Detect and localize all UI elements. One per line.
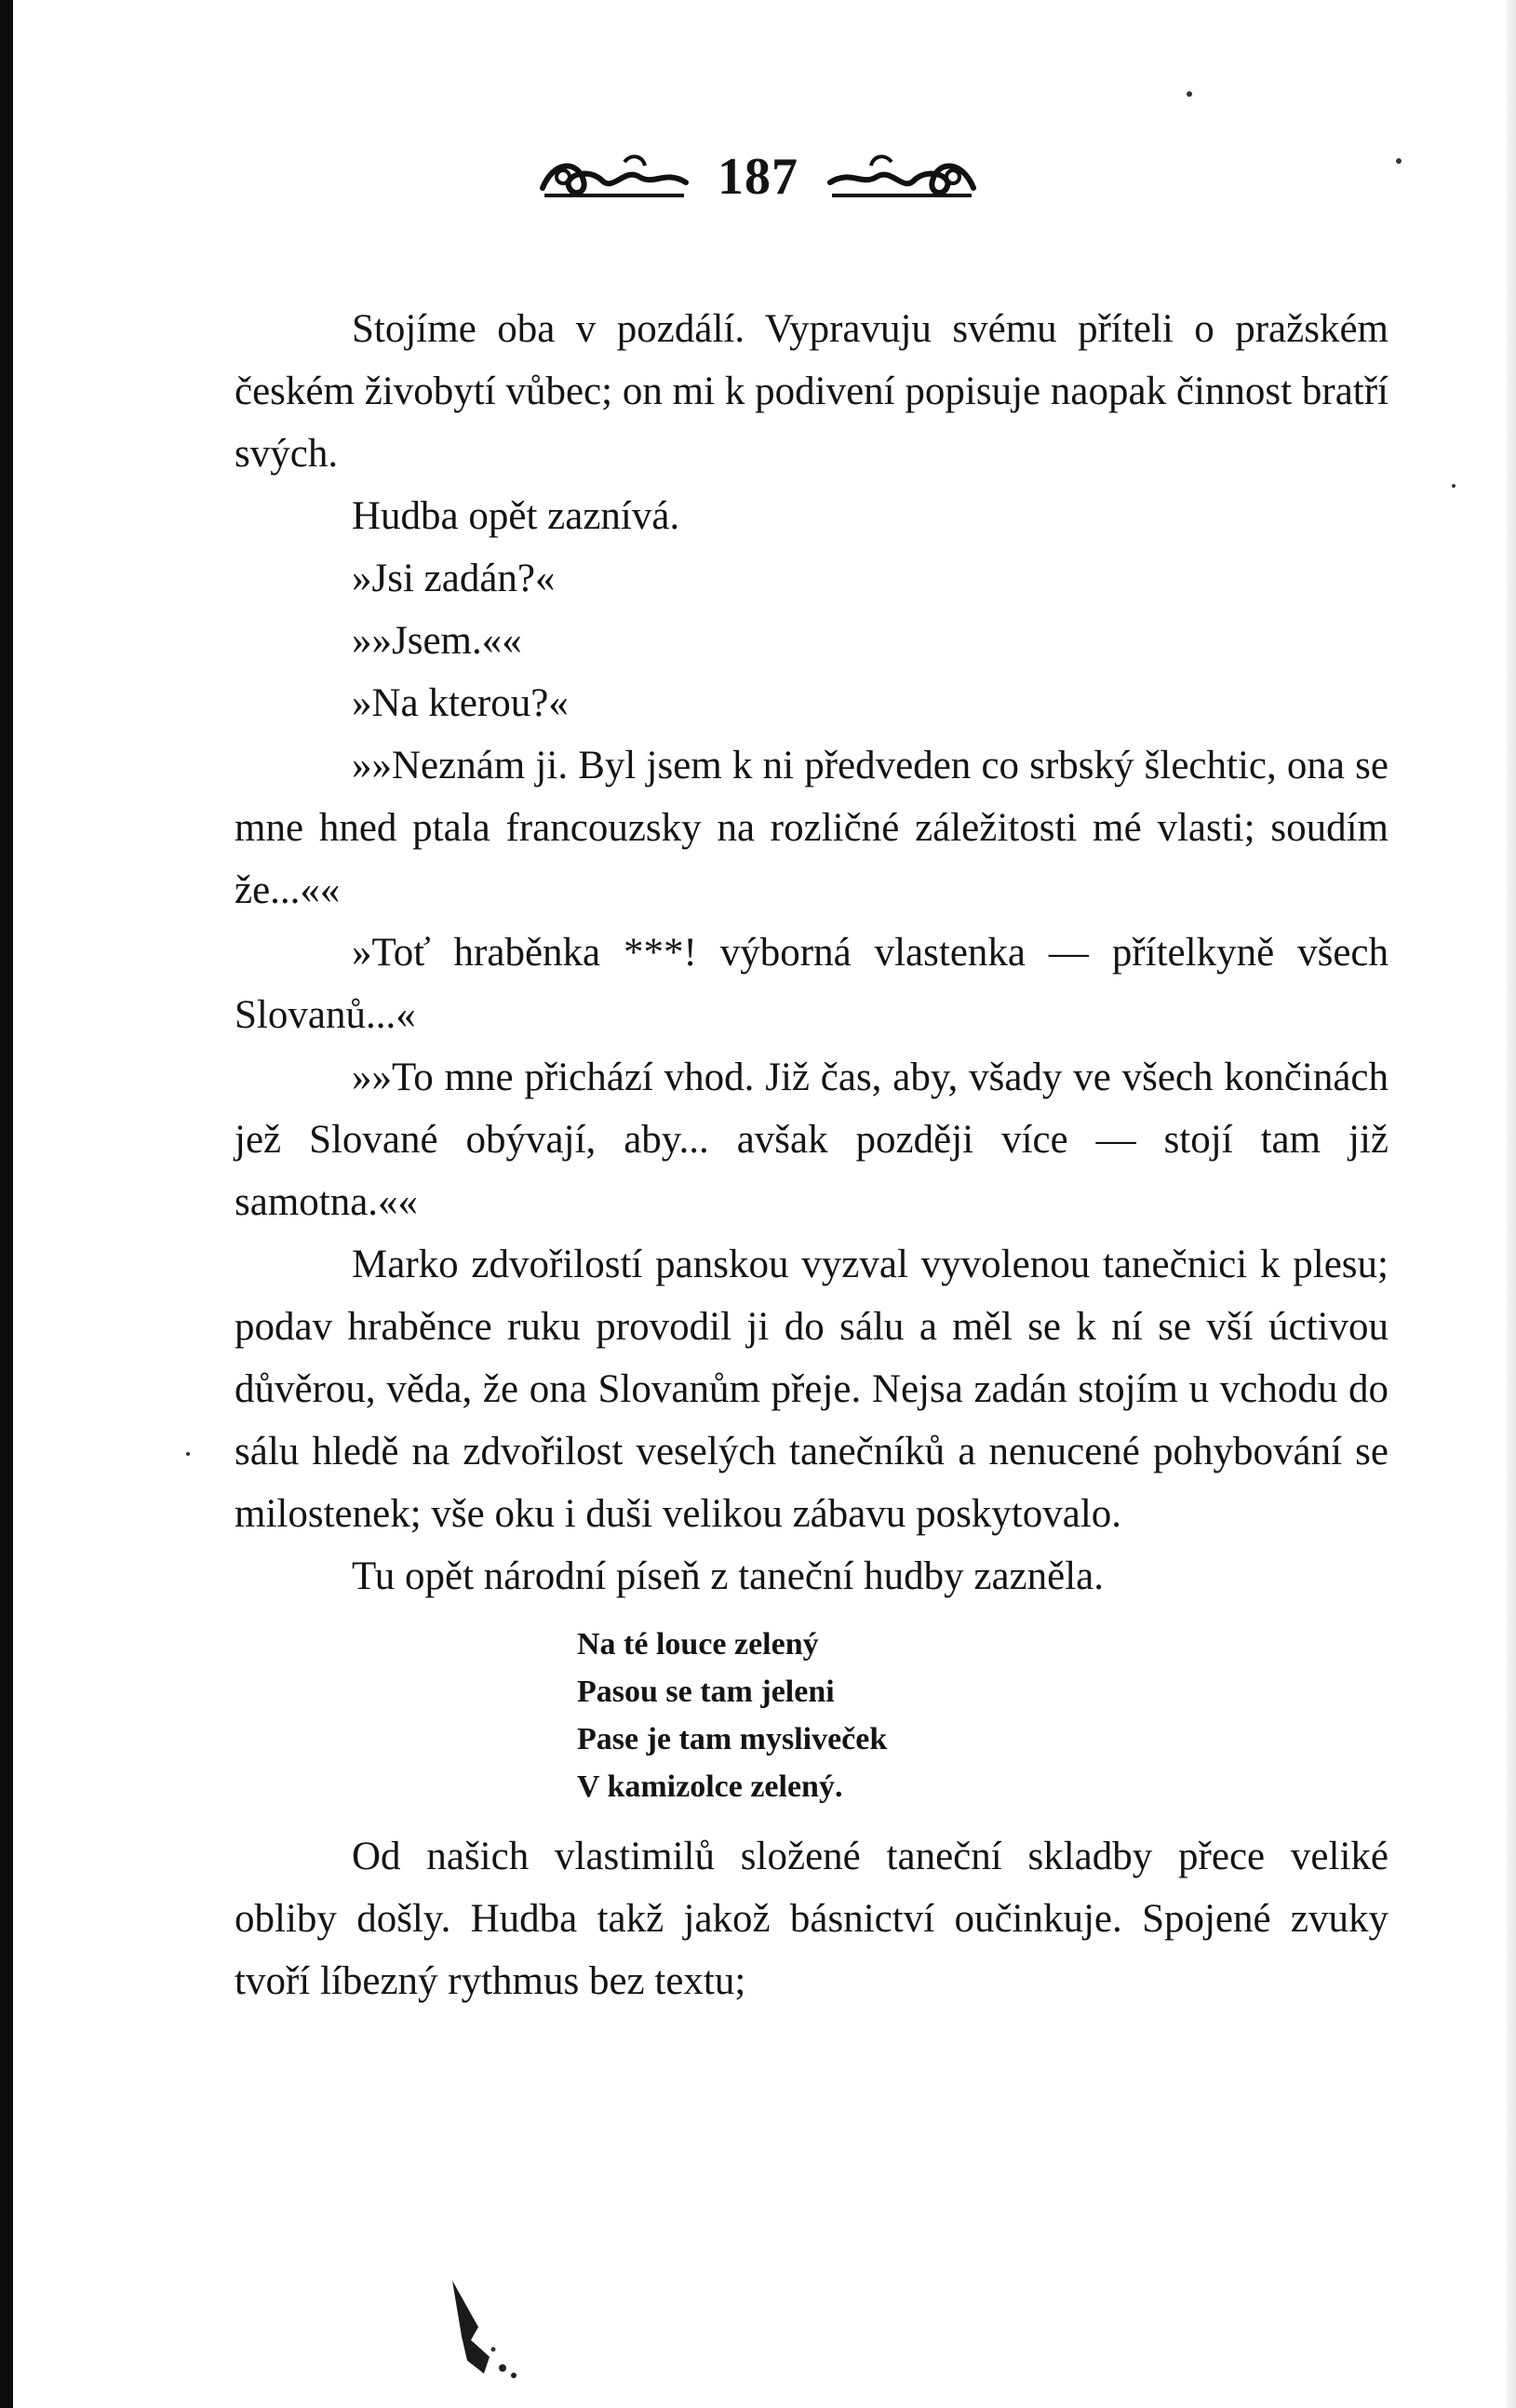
page-header [0,140,1516,214]
ink-smudge-icon [434,2271,545,2383]
page-outer-edge [1507,0,1516,2408]
dialogue-line: »Na kterou?« [352,681,569,725]
paragraph: Tu opět národní píseň z taneční hudby zazněla. [352,1554,1105,1598]
paper-speck [1452,484,1456,488]
page-number: 187 [718,148,798,206]
verse-line: Pasou se tam jeleni [577,1675,835,1709]
dialogue-line: »»Neznám ji. Byl jsem k ni předveden co srbský šlechtic, ona se mne hned ptala francouzsky na rozličné záležitosti mé vlasti; soudím že...«« [235,744,1389,912]
paragraph: Hudba opět zaznívá. [352,494,680,538]
verse-line: V kamizolce zelený. [577,1769,843,1804]
paper-speck [1396,158,1402,164]
dialogue-line: »»To mne přichází vhod. Již čas, aby, všady ve všech končinách jež Slované obývají, aby... avšak později více — stojí tam již samotna.«« [235,1056,1389,1224]
paper-speck [1187,91,1192,97]
left-ornament-icon [535,149,693,205]
page-binding-edge [0,0,13,2408]
dialogue-line: »Toť hraběnka ***! výborná vlastenka — přítelkyně všech Slovanů...« [235,931,1389,1037]
paragraph: Marko zdvořilostí panskou vyzval vyvolenou tanečnici k plesu; podav hraběnce ruku provodil ji do sálu a měl se k ní se vší úctivou důvěrou, věda, že ona Slovanům přeje. Nejsa zadán stojím u vchodu do sálu hledě na zdvořilost veselých tanečníků a nenucené pohybování se milostenek; vše oku i duši velikou zábavu poskytovalo. [235,1243,1389,1536]
paragraph: Stojíme oba v pozdálí. Vypravuju svému příteli o pražském českém živobytí vůbec; on mi k podivení popisuje naopak činnost bratří svých. [235,307,1389,476]
verse-line: Pase je tam mysliveček [577,1722,888,1756]
paper-speck [186,1452,190,1456]
dialogue-line: »Jsi zadán?« [352,557,556,600]
verse-line: Na té louce zelený [577,1627,819,1661]
song-verse [577,1621,1389,1810]
right-ornament-icon [823,149,981,205]
dialogue-line: »»Jsem.«« [352,619,522,663]
closing-paragraph: Od našich vlastimilů složené taneční skladby přece veliké obliby došly. Hudba takž jakož básnictví oučinkuje. Spojené zvuky tvoří líbezný rythmus bez textu; [235,1835,1389,2003]
body-text [235,298,1389,2012]
